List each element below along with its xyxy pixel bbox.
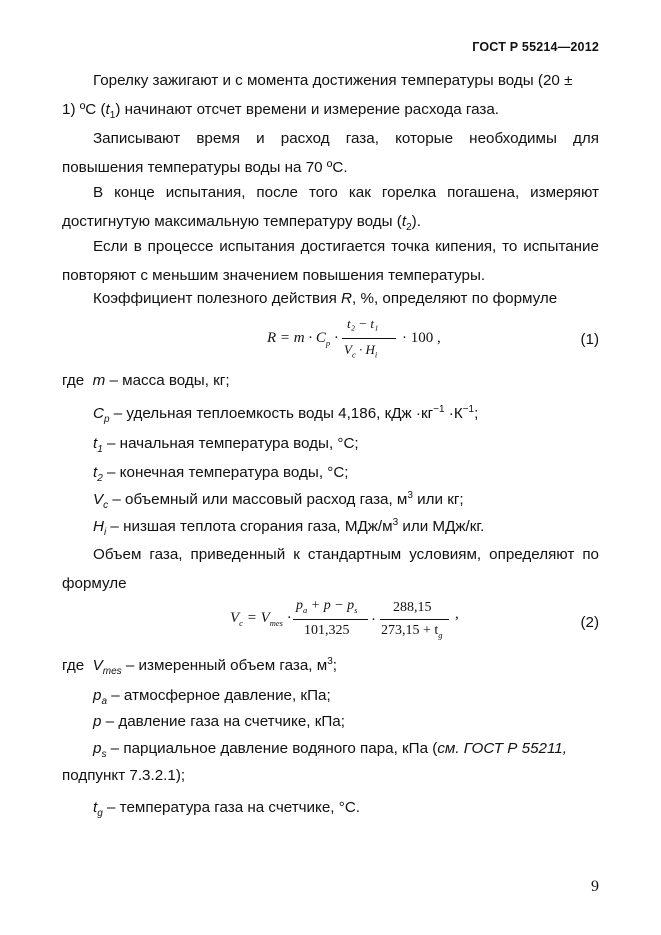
- paragraph-6: Объем газа, приведенный к стандартным условиям, определяют по формуле: [62, 546, 599, 592]
- def-vmes-sup: 3: [327, 655, 333, 667]
- t1-symbol: t: [105, 101, 110, 118]
- def-vc-text-b: или кг;: [412, 491, 464, 508]
- formula-1-fraction-bar: [342, 338, 396, 339]
- def-vmes-symbol: V: [92, 657, 103, 674]
- def-t1-subscript: 1: [97, 444, 103, 456]
- p5-text-b: , %, определяют по формуле: [352, 290, 558, 307]
- formula-1-hi-sub: i: [374, 349, 378, 360]
- formula-1-denominator: [344, 342, 377, 358]
- def-tg-symbol: t: [93, 799, 98, 816]
- formula-2-ps-sub: s: [354, 604, 358, 615]
- def-hi-subscript: i: [103, 527, 107, 539]
- def-p-text: – давление газа на счетчике, кПа;: [101, 713, 345, 730]
- def-cp: [93, 403, 479, 426]
- formula-2-dot-2: ·: [371, 612, 376, 628]
- p5-text-a: Коэффициент полезного действия: [93, 290, 342, 307]
- formula-1-numerator: [347, 316, 379, 332]
- cp-sup-2: −1: [462, 403, 475, 415]
- t2-subscript: 2: [406, 222, 412, 234]
- where-label-2: где: [62, 657, 85, 674]
- formula-2-pa-sub: a: [303, 604, 308, 615]
- def-t1: [93, 435, 359, 456]
- def-ps-continuation: подпункт 7.3.2.1);: [62, 767, 186, 784]
- paragraph-4: Если в процессе испытания достигается точка кипения, то испытание повторяют с меньшим значением повышения температуры.: [62, 238, 599, 284]
- p1-text-b: ) начинают отсчет времени и измерение расхода газа.: [115, 101, 499, 118]
- def-vmes: [62, 655, 337, 678]
- def-hi-text-a: – низшая теплота сгорания газа, МДж/м: [106, 518, 393, 535]
- def-tg: [93, 799, 361, 820]
- def-pa: [93, 687, 331, 708]
- formula-1-lhs: [267, 330, 339, 347]
- formula-1-cp-sub: p: [325, 338, 331, 348]
- def-ps-text-a: – парциальное давление водяного пара, кПа (: [106, 740, 438, 757]
- def-hi-symbol: H: [93, 518, 104, 535]
- m-definition: – масса воды, кг;: [105, 372, 230, 389]
- formula-2-mes-sub: mes: [269, 618, 283, 628]
- formula-2-denominator-1: 101,325: [304, 623, 350, 638]
- formula-1-dot: ·: [330, 330, 339, 346]
- def-ps-subscript: s: [101, 749, 107, 761]
- def-vc-subscript: c: [103, 500, 109, 512]
- paragraph-2: Записывают время и расход газа, которые необходимы для повышения температуры воды на 70 ºС.: [62, 130, 599, 176]
- formula-1-lhs-text: R = m · C: [267, 330, 326, 346]
- cp-definition-c: ;: [474, 405, 479, 422]
- paragraph-5: [93, 290, 557, 307]
- where-label-1: где: [62, 372, 85, 389]
- formula-2-numerator-2: 288,15: [393, 600, 432, 615]
- def-ps: [93, 740, 567, 761]
- formula-2-pa: p: [296, 598, 303, 613]
- def-pa-text: – атмосферное давление, кПа;: [107, 687, 331, 704]
- formula-2-vc: V: [230, 610, 240, 626]
- def-p: [93, 713, 345, 730]
- def-pa-subscript: a: [101, 696, 108, 708]
- formula-2-numerator-1: [296, 598, 357, 614]
- formula-2-lhs: [230, 610, 292, 627]
- t1-subscript: 1: [109, 110, 116, 122]
- def-t2-subscript: 2: [97, 473, 103, 485]
- def-tg-text: – температура газа на счетчике, °С.: [102, 799, 361, 816]
- formula-1-vc-sub: c: [351, 349, 356, 360]
- def-t2-text: – конечная температура воды, °С;: [102, 464, 349, 481]
- m-symbol: m: [92, 372, 106, 389]
- def-vc-symbol: V: [93, 491, 104, 508]
- def-vmes-tail: ;: [332, 657, 337, 674]
- cp-symbol: C: [93, 405, 104, 422]
- cp-sup-1: −1: [433, 403, 445, 415]
- t2-symbol: t: [401, 213, 407, 230]
- def-m: [62, 372, 230, 389]
- def-hi-sup: 3: [392, 516, 399, 528]
- formula-2-dot: ·: [282, 610, 292, 626]
- formula-2-number: (2): [580, 614, 599, 631]
- formula-2-vc-sub: c: [239, 618, 243, 628]
- def-t2-symbol: t: [93, 464, 98, 481]
- formula-1-number: (1): [580, 331, 599, 348]
- def-t2: [93, 464, 349, 485]
- paragraph-1-line-2: [62, 101, 499, 122]
- def-tg-subscript: g: [97, 808, 103, 820]
- cp-subscript: p: [103, 414, 110, 426]
- formula-2-tail: ,: [455, 606, 459, 622]
- def-t1-symbol: t: [93, 435, 98, 452]
- def-ps-reference: см. ГОСТ Р 55211,: [437, 740, 567, 757]
- formula-2-p-ps: + p − p: [307, 598, 355, 613]
- def-vc: [93, 489, 464, 512]
- def-vmes-subscript: mes: [102, 666, 122, 678]
- paragraph-1-line-1: Горелку зажигают и с момента достижения температуры воды (20 ±: [93, 72, 573, 89]
- def-hi: [93, 516, 485, 539]
- def-vmes-text: – измеренный объем газа, м: [121, 657, 328, 674]
- formula-2-tg-sub: g: [438, 629, 443, 640]
- def-p-symbol: p: [93, 713, 102, 730]
- formula-1-vc: V: [344, 342, 352, 357]
- def-hi-text-b: или МДж/кг.: [398, 518, 485, 535]
- p3-text-b: ).: [411, 213, 421, 230]
- page-number: 9: [591, 878, 599, 895]
- p1-text-a: 1) ºС (: [62, 101, 106, 118]
- formula-2-den2-text: 273,15 + t: [381, 623, 439, 638]
- document-id: ГОСТ Р 55214—2012: [472, 40, 599, 54]
- cp-definition-a: – удельная теплоемкость воды 4,186, кДж ·кг: [109, 405, 434, 422]
- formula-2-eq: = V: [242, 610, 270, 626]
- formula-2-fraction-bar-1: [293, 619, 368, 620]
- def-t1-text: – начальная температура воды, °С;: [102, 435, 359, 452]
- paragraph-3: [62, 178, 599, 236]
- def-vc-text-a: – объемный или массовый расход газа, м: [108, 491, 408, 508]
- p3-text-a: В конце испытания, после того как горелка погашена, измеряют достигнутую максимальную температуру воды (: [62, 184, 599, 230]
- def-pa-symbol: p: [93, 687, 102, 704]
- formula-1-tail: · 100 ,: [402, 330, 441, 346]
- def-vc-sup: 3: [407, 489, 413, 501]
- formula-2-denominator-2: [381, 623, 443, 639]
- formula-1-hi: · H: [355, 342, 375, 357]
- formula-2-fraction-bar-2: [380, 619, 449, 620]
- r-symbol: R: [341, 290, 352, 307]
- formula-1-num-text: t₂ − t₁: [347, 316, 379, 331]
- cp-definition-b: ·К: [444, 405, 463, 422]
- def-ps-symbol: p: [93, 740, 102, 757]
